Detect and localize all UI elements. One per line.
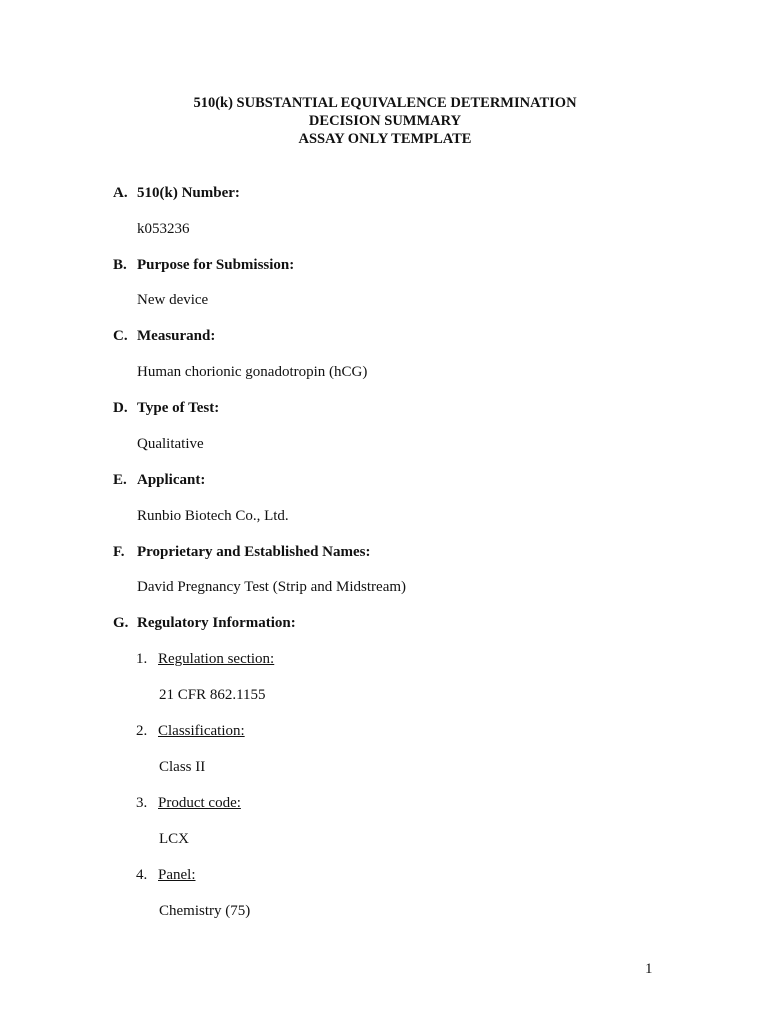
regulatory-item-2 [136, 722, 245, 740]
section-heading-c [113, 327, 215, 345]
regulatory-value-1: 21 CFR 862.1155 [159, 687, 266, 703]
section-heading-text: Measurand: [137, 328, 216, 344]
section-heading-text: 510(k) Number: [137, 185, 240, 201]
section-letter: C. [113, 328, 128, 344]
section-heading-text: Proprietary and Established Names: [137, 544, 371, 560]
regulatory-value-2: Class II [159, 759, 206, 775]
section-heading-text: Type of Test: [137, 400, 220, 416]
page-number: 1 [645, 961, 653, 977]
section-value-b: New device [137, 292, 209, 308]
item-number: 3. [136, 795, 148, 811]
section-heading-b [113, 256, 294, 274]
item-number: 1. [136, 651, 148, 667]
section-value-d: Qualitative [137, 436, 204, 452]
title-line-3: ASSAY ONLY TEMPLATE [298, 131, 472, 147]
section-heading-a [113, 184, 240, 202]
item-label: Panel: [158, 867, 196, 883]
item-label: Product code: [158, 795, 241, 811]
section-value-e: Runbio Biotech Co., Ltd. [137, 508, 289, 524]
section-value-a: k053236 [137, 221, 190, 237]
section-letter: F. [113, 544, 125, 560]
item-number: 4. [136, 867, 148, 883]
regulatory-value-4: Chemistry (75) [159, 903, 251, 919]
section-heading-d [113, 399, 219, 417]
item-label: Regulation section: [158, 651, 275, 667]
section-letter: B. [113, 257, 127, 273]
section-heading-text: Regulatory Information: [137, 615, 296, 631]
regulatory-item-4 [136, 866, 196, 884]
section-letter: E. [113, 472, 127, 488]
section-value-f: David Pregnancy Test (Strip and Midstream) [137, 579, 407, 595]
section-heading-f [113, 543, 370, 561]
title-line-2: DECISION SUMMARY [308, 113, 462, 129]
item-label: Classification: [158, 723, 245, 739]
section-heading-e [113, 471, 205, 489]
regulatory-item-1 [136, 650, 274, 668]
document-title [0, 94, 770, 148]
item-number: 2. [136, 723, 148, 739]
section-heading-g [113, 614, 296, 632]
regulatory-item-3 [136, 794, 241, 812]
section-letter: G. [113, 615, 129, 631]
section-value-c: Human chorionic gonadotropin (hCG) [137, 364, 368, 380]
section-letter: A. [113, 185, 128, 201]
section-heading-text: Purpose for Submission: [137, 257, 295, 273]
section-letter: D. [113, 400, 128, 416]
section-heading-text: Applicant: [137, 472, 206, 488]
regulatory-value-3: LCX [159, 831, 189, 847]
title-line-1: 510(k) SUBSTANTIAL EQUIVALENCE DETERMINATION [193, 95, 577, 111]
